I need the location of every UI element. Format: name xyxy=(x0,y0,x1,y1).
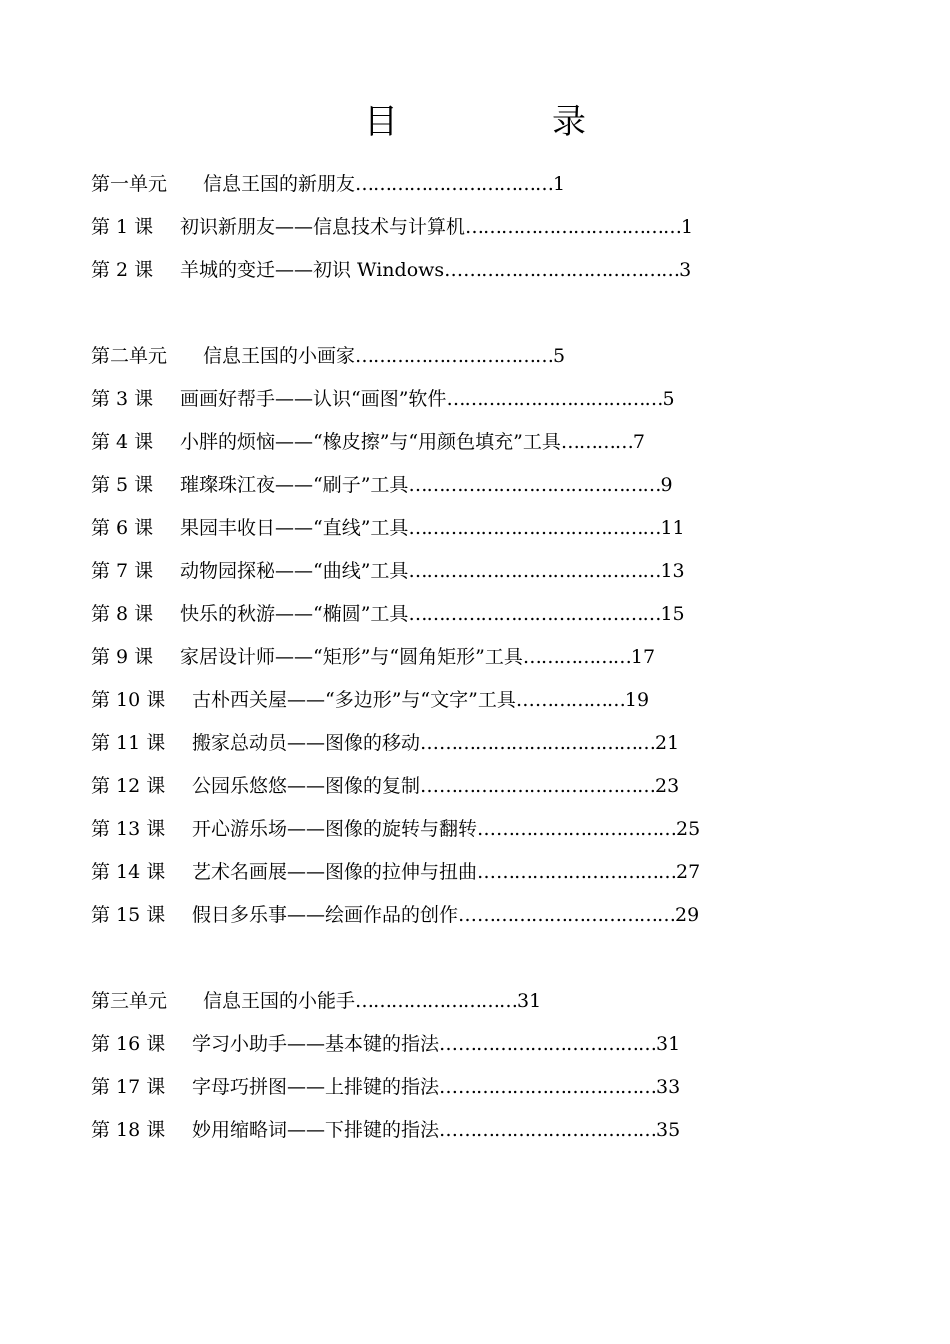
entry-page-number: 5 xyxy=(553,345,566,367)
toc-lesson-entry[interactable] xyxy=(91,378,851,421)
entry-number: 第 2 课 xyxy=(91,259,154,281)
entry-leader: ………………………… xyxy=(496,861,677,883)
entry-title: 搬家总动员——图像的移动… xyxy=(192,732,440,754)
toc-lesson-entry[interactable] xyxy=(91,808,851,851)
toc-lesson-entry[interactable] xyxy=(91,507,851,550)
entry-number: 第 16 课 xyxy=(91,1033,166,1055)
entry-number: 第 13 课 xyxy=(91,818,166,840)
entry-page-number: 21 xyxy=(655,732,680,754)
toc-group xyxy=(91,980,851,1152)
toc-lesson-entry[interactable] xyxy=(91,206,851,249)
entry-leader: …………………………………… xyxy=(408,474,661,496)
entry-number: 第 12 课 xyxy=(91,775,166,797)
entry-page-number: 1 xyxy=(681,216,694,238)
entry-title: 信息王国的小能手 xyxy=(203,990,356,1012)
entry-title: 信息王国的新朋友 xyxy=(203,173,356,195)
toc-lesson-entry[interactable] xyxy=(91,421,851,464)
entry-title: 信息王国的小画家 xyxy=(203,345,356,367)
entry-page-number: 27 xyxy=(676,861,701,883)
toc-lesson-entry[interactable] xyxy=(91,851,851,894)
entry-number: 第二单元 xyxy=(91,345,168,367)
entry-page-number: 31 xyxy=(656,1033,681,1055)
entry-leader: ………… xyxy=(560,431,633,453)
entry-title: 艺术名画展——图像的拉伸与扭曲… xyxy=(192,861,497,883)
entry-number: 第 6 课 xyxy=(91,517,154,539)
toc-unit-entry[interactable] xyxy=(91,163,851,206)
entry-leader: …………………………… xyxy=(458,1076,657,1098)
entry-page-number: 11 xyxy=(660,517,685,539)
entry-title: 开心游乐场——图像的旋转与翻转… xyxy=(192,818,497,840)
toc-lesson-entry[interactable] xyxy=(91,593,851,636)
entry-number: 第 7 课 xyxy=(91,560,154,582)
toc-unit-entry[interactable] xyxy=(91,980,851,1023)
entry-title: 果园丰收日——“直线”工具 xyxy=(180,517,409,539)
toc-group xyxy=(91,163,851,292)
entry-page-number: 25 xyxy=(676,818,701,840)
toc-lesson-entry[interactable] xyxy=(91,1023,851,1066)
entry-page-number: 15 xyxy=(660,603,685,625)
entry-title: 小胖的烦恼——“橡皮擦”与“用颜色填充”工具 xyxy=(180,431,561,453)
entry-leader: …………………………………… xyxy=(408,560,661,582)
entry-title: 画画好帮手——认识“画图”软件 xyxy=(180,388,447,410)
page-title: 目 录 xyxy=(364,102,646,142)
entry-leader: ………………………… xyxy=(496,818,677,840)
entry-title: 妙用缩略词——下排键的指法… xyxy=(192,1119,459,1141)
entry-page-number: 33 xyxy=(656,1076,681,1098)
entry-title: 家居设计师——“矩形”与“圆角矩形”工具 xyxy=(180,646,523,668)
toc-lesson-entry[interactable] xyxy=(91,249,851,292)
entry-page-number: 23 xyxy=(655,775,680,797)
entry-number: 第一单元 xyxy=(91,173,168,195)
entry-number: 第三单元 xyxy=(91,990,168,1012)
entry-page-number: 31 xyxy=(517,990,542,1012)
entry-page-number: 35 xyxy=(656,1119,681,1141)
toc-lesson-entry[interactable] xyxy=(91,636,851,679)
entry-page-number: 19 xyxy=(624,689,650,711)
toc-unit-entry[interactable] xyxy=(91,335,851,378)
entry-number: 第 1 课 xyxy=(91,216,154,238)
entry-number: 第 18 课 xyxy=(91,1119,166,1141)
entry-number: 第 8 课 xyxy=(91,603,154,625)
entry-page-number: 3 xyxy=(679,259,692,281)
entry-leader: ……………… xyxy=(522,646,631,668)
entry-page-number: 7 xyxy=(632,431,645,453)
entry-title: 快乐的秋游——“椭圆”工具 xyxy=(180,603,409,625)
entry-leader: …………………………… xyxy=(458,1119,657,1141)
toc-lesson-entry[interactable] xyxy=(91,464,851,507)
toc-group xyxy=(91,335,851,937)
entry-title: 璀璨珠江夜——“刷子”工具 xyxy=(180,474,409,496)
toc-lesson-entry[interactable] xyxy=(91,1066,851,1109)
entry-number: 第 11 课 xyxy=(91,732,166,754)
entry-page-number: 29 xyxy=(675,904,700,926)
entry-title: 字母巧拼图——上排键的指法… xyxy=(192,1076,459,1098)
entry-page-number: 13 xyxy=(660,560,685,582)
entry-leader: ……………………………… xyxy=(463,259,680,281)
entry-number: 第 3 课 xyxy=(91,388,154,410)
toc-lesson-entry[interactable] xyxy=(91,550,851,593)
entry-leader: ……………………………… xyxy=(465,216,682,238)
toc-lesson-entry[interactable] xyxy=(91,894,851,937)
entry-page-number: 17 xyxy=(630,646,656,668)
entry-number: 第 4 课 xyxy=(91,431,154,453)
entry-leader: ……………………………… xyxy=(446,388,663,410)
entry-title: 羊城的变迁——初识 Windows… xyxy=(180,259,464,281)
entry-number: 第 5 课 xyxy=(91,474,154,496)
entry-leader: ……………………………… xyxy=(439,775,656,797)
entry-title: 假日多乐事——绘画作品的创作… xyxy=(192,904,478,926)
entry-number: 第 17 课 xyxy=(91,1076,166,1098)
entry-title: 古朴西关屋——“多边形”与“文字”工具… xyxy=(192,689,535,711)
entry-number: 第 15 课 xyxy=(91,904,166,926)
entry-number: 第 14 课 xyxy=(91,861,166,883)
entry-title: 学习小助手——基本键的指法… xyxy=(192,1033,459,1055)
entry-page-number: 1 xyxy=(553,173,566,195)
toc-lesson-entry[interactable] xyxy=(91,679,851,722)
entry-leader: ……………………… xyxy=(355,990,518,1012)
entry-title: 公园乐悠悠——图像的复制… xyxy=(192,775,440,797)
toc-lesson-entry[interactable] xyxy=(91,1109,851,1152)
entry-leader: …………… xyxy=(534,689,625,711)
entry-leader: ……………………………… xyxy=(439,732,656,754)
entry-page-number: 9 xyxy=(660,474,673,496)
toc-lesson-entry[interactable] xyxy=(91,765,851,808)
entry-page-number: 5 xyxy=(662,388,675,410)
entry-number: 第 10 课 xyxy=(91,689,166,711)
entry-number: 第 9 课 xyxy=(91,646,154,668)
entry-leader: …………………………… xyxy=(477,904,676,926)
entry-leader: …………………………………… xyxy=(408,603,661,625)
table-of-contents xyxy=(91,163,851,1152)
entry-leader: …………………………… xyxy=(458,1033,657,1055)
toc-lesson-entry[interactable] xyxy=(91,722,851,765)
entry-title: 初识新朋友——信息技术与计算机 xyxy=(180,216,466,238)
entry-leader: …………………………… xyxy=(355,345,554,367)
entry-leader: …………………………………… xyxy=(408,517,661,539)
entry-leader: …………………………… xyxy=(355,173,554,195)
entry-title: 动物园探秘——“曲线”工具 xyxy=(180,560,409,582)
